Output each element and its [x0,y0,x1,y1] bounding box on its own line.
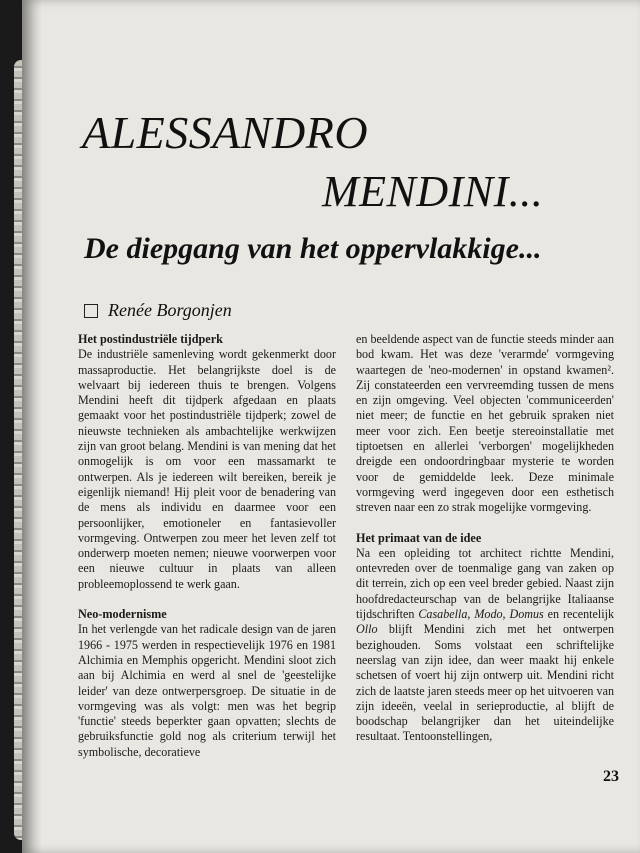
magazine-names: Casabella, Modo, Domus [418,607,544,622]
magazine-name-ollo: Ollo [356,622,378,637]
title-line-1: ALESSANDRO [82,107,369,158]
text-run: en recentelijk [543,607,614,622]
square-bullet-icon [84,304,98,318]
text-run: Na een opleiding tot architect richtte Mendini, ontevreden over de toenmalige gang van zaken op dit terrein, zich op een veel breder gebied. Naast zijn hoofdredacteurschap van de belangrijke Italiaanse tijdschriften [356,545,614,622]
title-line-2: MENDINI... [322,167,544,216]
author-byline [84,300,232,321]
section-heading-primacy: Het primaat van de idee [356,530,482,545]
paragraph-primacy [356,546,614,745]
text-run: blijft Mendini zich met het ontwerpen bezighouden. Soms volstaat een schriftelijke neerslag van zijn idee, dan weer maakt hij enkele schetsen of voert hij zijn ontwerp uit. Mendini richt zich de laatste jaren steeds meer op het uitvoeren van zijn ideeën, veelal in serieproductie, al blijft de boodschap belangrijker dan het uiteindelijke resultaat. Tentoonstellingen, [356,622,614,744]
right-column [356,332,614,745]
page-number: 23 [603,768,619,785]
paragraph-postindustrial: De industriële samenleving wordt gekenmerkt door massaproductie. Het belangrijkste doel is de welvaart bij iedereen thuis te brengen. Volgens Mendini heeft dit tijdperk afgedaan en plaats gemaakt voor het postindustriële tijdperk; zowel de nieuwste technieken als ambachtelijke werkwijzen zijn van groot belang. Mendini is van mening dat het onmogelijk is om voor een massamarkt te ontwerpen. Als je iedereen wilt bereiken, bereik je eigenlijk niemand! Hij pleit voor de benadering van de mens als individu en daarmee voor een persoonlijker, emotioneler en fantasievoller vormgeving. Ontwerpen zou meer het leven zelf tot onderwerp moeten nemen; nieuwe voorwerpen voor een nieuwe cultuur in plaats van alleen probleemoplossend te werk gaan. [78,347,336,591]
section-heading-postindustrial: Het postindustriële tijdperk [78,332,223,346]
paragraph-function: en beeldende aspect van de functie steeds minder aan bod kwam. Het was deze 'verarmde' vormgeving waartegen de 'neo-modernen' in opstand kwamen². Zij constateerden een vervreemding tussen de mens en zijn omgeving. Veel objecten 'communiceerden' niet meer; de functie en het gebruik spraken niet meer voor zich. Een beetje stereoinstallatie met tiptoetsen en allerlei 'verborgen' mogelijkheden dreigde een ondoordringbaar mysterie te worden voor de gemiddelde leek. Deze minimale vormgeving werd ingegeven door een esthetisch streven naar een zo strak mogelijke vormgeving. [356,332,614,515]
subtitle: De diepgang van het oppervlakkige... [84,232,542,265]
gutter-shadow [22,0,42,853]
author-name: Renée Borgonjen [108,300,232,320]
paragraph-neomodernism: In het verlengde van het radicale design van de jaren 1966 - 1975 werden in respectievelijk 1976 en 1981 Alchimia en Memphis opgericht. Mendini sloot zich aan bij Alchimia en werd al snel de 'geestelijke leider' van deze ontwerpersgroep. De situatie in de vormgeving was als volgt: men was het begrip 'functie' steeds beperkter gaan opvatten; slechts de gebruiksfunctie gold nog als criterium terwijl het symbolische, decoratieve [78,622,336,759]
left-column [78,332,336,760]
section-heading-neomodernism: Neo-modernisme [78,607,167,622]
